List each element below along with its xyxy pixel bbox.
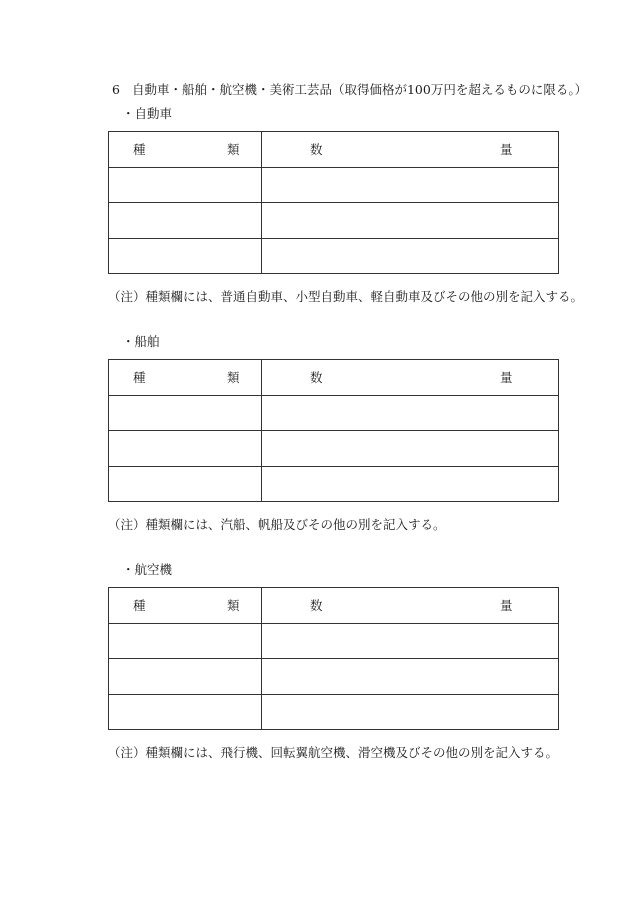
table-row — [109, 395, 559, 431]
table-row — [109, 659, 559, 695]
ship-table — [108, 359, 559, 502]
aircraft-table — [108, 587, 559, 730]
ship-label: ・船舶 — [122, 334, 160, 349]
section-number: 6 — [112, 82, 120, 97]
table-header-row — [109, 132, 559, 168]
type-cell[interactable] — [109, 694, 262, 730]
aircraft-label: ・航空機 — [122, 562, 173, 577]
quantity-cell[interactable] — [262, 238, 559, 274]
type-cell[interactable] — [109, 466, 262, 502]
table-row — [109, 623, 559, 659]
table-row — [109, 238, 559, 274]
quantity-cell[interactable] — [262, 623, 559, 659]
ship-note: （注）種類欄には、汽船、帆船及びその他の別を記入する。 — [108, 517, 446, 532]
type-cell[interactable] — [109, 203, 262, 239]
table-row — [109, 466, 559, 502]
quantity-cell[interactable] — [262, 167, 559, 203]
quantity-cell[interactable] — [262, 431, 559, 467]
table-header-row — [109, 588, 559, 624]
type-cell[interactable] — [109, 395, 262, 431]
table-row — [109, 431, 559, 467]
type-cell[interactable] — [109, 659, 262, 695]
quantity-header: 数 量 — [262, 588, 559, 624]
table-row — [109, 694, 559, 730]
table-header-row — [109, 360, 559, 396]
quantity-cell[interactable] — [262, 203, 559, 239]
aircraft-note: （注）種類欄には、飛行機、回転翼航空機、滑空機及びその他の別を記入する。 — [108, 745, 559, 760]
automobile-table — [108, 131, 559, 274]
automobile-note: （注）種類欄には、普通自動車、小型自動車、軽自動車及びその他の別を記入する。 — [108, 289, 584, 304]
type-header: 種 類 — [109, 588, 262, 624]
table-row — [109, 203, 559, 239]
automobile-label: ・自動車 — [122, 106, 173, 121]
quantity-cell[interactable] — [262, 395, 559, 431]
quantity-cell[interactable] — [262, 466, 559, 502]
type-header: 種 類 — [109, 132, 262, 168]
section-title: 自動車・船舶・航空機・美術工芸品（取得価格が100万円を超えるものに限る。） — [131, 82, 588, 97]
section-heading — [112, 80, 587, 98]
quantity-cell[interactable] — [262, 659, 559, 695]
type-cell[interactable] — [109, 167, 262, 203]
quantity-header: 数 量 — [262, 360, 559, 396]
table-row — [109, 167, 559, 203]
type-cell[interactable] — [109, 623, 262, 659]
type-cell[interactable] — [109, 238, 262, 274]
type-header: 種 類 — [109, 360, 262, 396]
quantity-cell[interactable] — [262, 694, 559, 730]
quantity-header: 数 量 — [262, 132, 559, 168]
type-cell[interactable] — [109, 431, 262, 467]
